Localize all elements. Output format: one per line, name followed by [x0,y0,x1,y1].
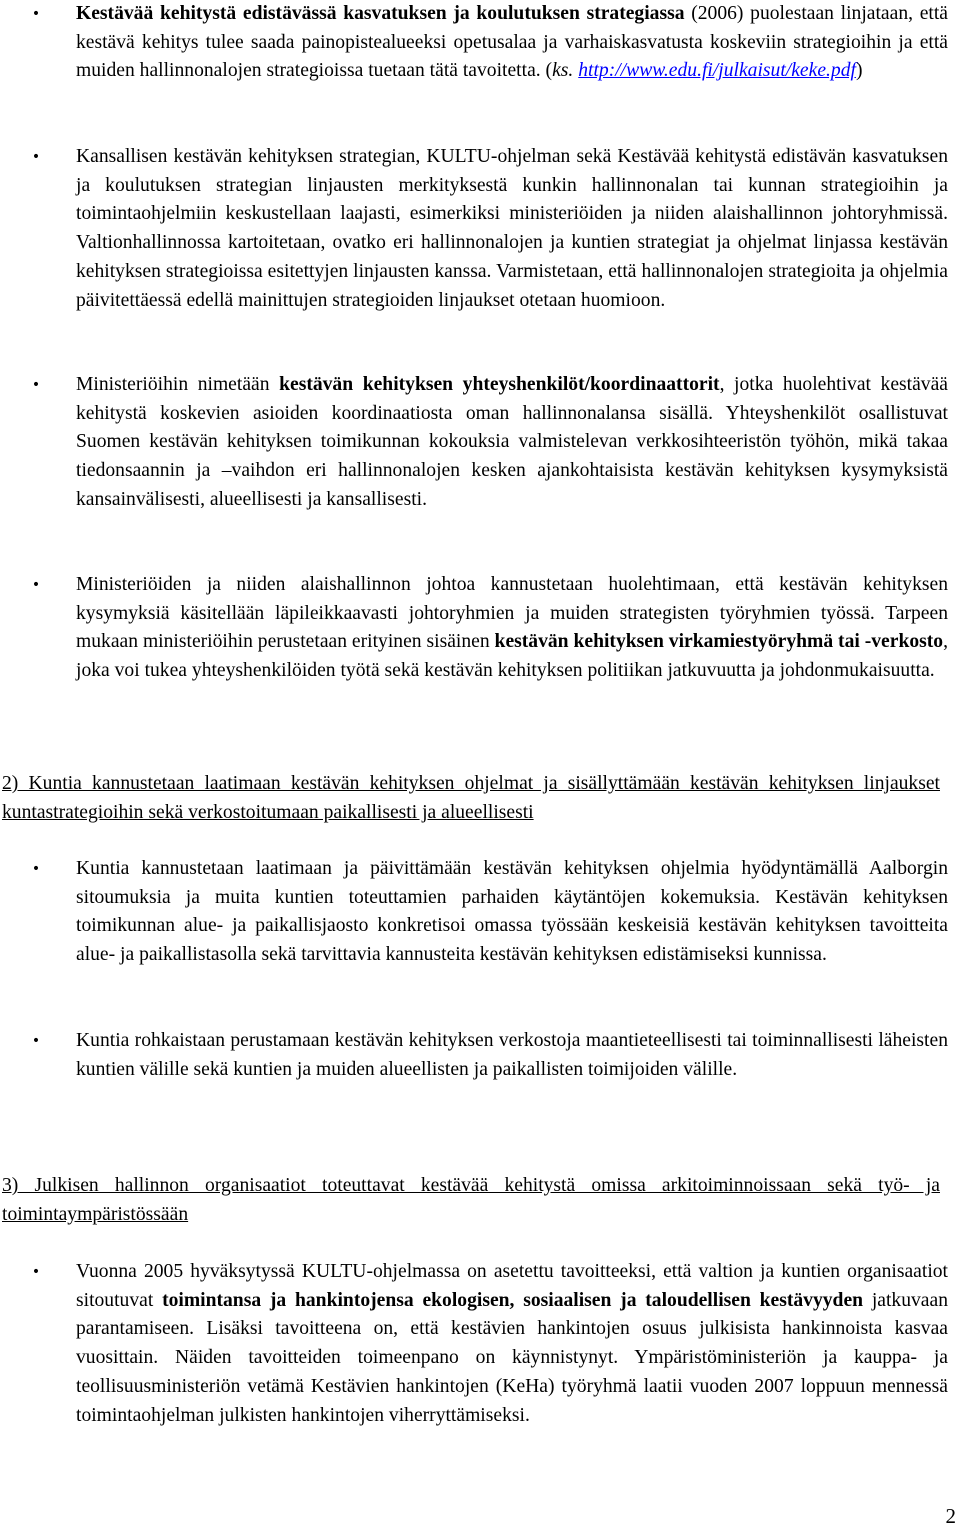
paragraph-text: Ministeriöihin nimetään [76,374,280,395]
bullet-icon: • [31,149,41,165]
paragraph-text: Kuntia rohkaistaan perustamaan kestävän kehityksen verkostoja maantieteellisesti tai toiminnallisesti läheisten kuntien välille sekä kuntien ja muiden alueellisten ja paikallisten toimijoiden välille. [76,1030,948,1080]
bullet-icon: • [31,1264,41,1280]
list-item [31,143,948,315]
bullet-icon: • [31,861,41,877]
bold-text: kestävän kehityksen yhteyshenkilöt/koordinaattorit [279,374,720,395]
bullet-icon: • [31,1033,41,1049]
page-number: 2 [945,1504,956,1528]
bold-text: toimintansa ja hankintojensa ekologisen, sosiaalisen ja taloudellisen kestävyyden [162,1289,864,1311]
paragraph-text: Kansallisen kestävän kehityksen strategian, KULTU-ohjelman sekä Kestävää kehitystä edistävän kasvatuksen ja koulutuksen strategian linjausten merkityksestä kunkin hallinnonalan tai kunnan strategioihin ja toimintaohjelmiin keskustellaan laajasti, esimerkiksi ministeriöiden ja niiden alaishallinnon johtoryhmissä. Valtionhallinnossa kartoitetaan, ovatko eri hallinnonalojen ja kuntien strategiat ja ohjelmat linjassa kestävän kehityksen strategioissa esitettyjen linjausten kanssa. Varmistetaan, että hallinnonalojen strategioita ja ohjelmia päivitettäessä edellä mainittujen strategioiden linjaukset otetaan huomioon. [76,146,948,311]
list-item [31,371,948,515]
list-item [31,0,948,86]
url-link[interactable]: http://www.edu.fi/julkaisut/keke.pdf [578,60,856,82]
list-item [31,1027,948,1084]
list-item [31,571,949,686]
paragraph-text: Vuonna 2005 hyväksytyssä KULTU-ohjelmassa on asetettu tavoitteeksi, että valtion ja kuntien organisaatiot sitoutuvat [76,1261,948,1311]
bullet-icon: • [31,577,41,593]
italic-text: ks. [552,60,574,82]
list-item [31,855,948,970]
bold-text: Kestävää kehitystä edistävässä kasvatuksen ja koulutuksen strategiassa [76,3,685,24]
bold-text: kestävän kehityksen virkamiestyöryhmä tai -verkosto [494,631,944,653]
bullet-icon: • [31,6,41,22]
list-item [31,1258,948,1430]
paragraph-text: , jotka huolehtivat kestävää kehitystä koskevien asioiden koordinaatiosta oman hallinnonalansa sisällä. Yhteyshenkilöt osallistuvat Suomen kestävän kehityksen toimikunnan kokouksia valmistelevan verkkosihteeristön työhön, mikä takaa tiedonsaannin ja –vaihdon eri hallinnonalojen kesken ajankohtaisista kestävän kehityksen kysymyksistä kansainvälisesti, alueellisesti ja kansallisesti. [76,374,948,510]
paragraph-text: Ministeriöiden ja niiden alaishallinnon johtoa kannustetaan huolehtimaan, että kestävän kehityksen kysymyksiä käsitellään läpileikkaavasti johtoryhmien ja muiden strategisten työryhmien työssä. Tarpeen mukaan ministeriöihin perustetaan erityinen sisäinen [76,574,948,653]
paragraph-text: Kuntia kannustetaan laatimaan ja päivittämään kestävän kehityksen ohjelmia hyödyntämällä Aalborgin sitoumuksia ja muita kuntien toteuttamien parhaiden käytäntöjen kokemuksia. Kestävän kehityksen toimikunnan alue- ja paikallisjaosto konkretisoi omassa työssään keskeisiä kestävän kehityksen tavoitteita alue- ja paikallistasolla sekä tarvittavia kannusteita kestävän kehityksen edistämiseksi kunnissa. [76,858,948,966]
paragraph-text: , joka voi tukea yhteyshenkilöiden työtä sekä kestävän kehityksen politiikan jatkuvuutta ja johdonmukaisuutta. [76,631,949,682]
paragraph-text: (2006) puolestaan linjataan, että kestävä kehitys tulee saada painopistealueeksi opetusalaa ja varhaiskasvatusta koskeviin strategioihin ja että muiden hallinnonalojen strategioissa tuetaan tätä tavoitetta. ( [76,3,948,82]
paragraph-text: ) [855,60,863,82]
section-heading: 2) Kuntia kannustetaan laatimaan kestävän kehityksen ohjelmat ja sisällyttämään kestävän kehityksen linjaukset kuntastrategioihin sekä verkostoitumaan paikallisesti ja alueellisesti [2,773,940,823]
section-heading: 3) Julkisen hallinnon organisaatiot toteuttavat kestävää kehitystä omissa arkitoiminnoissaan sekä työ- ja toimintaympäristössään [2,1175,940,1225]
bullet-icon: • [31,377,41,393]
paragraph-text: jatkuvaan parantamiseen. Lisäksi tavoitteena on, että kestävien hankintojen osuus julkisista hankinnoista kasvaa vuosittain. Näiden tavoitteiden toimeenpano on käynnistynyt. Ympäristöministeriön ja kauppa- ja teollisuusministeriön vetämä Kestävien hankintojen (KeHa) työryhmä laatii vuoden 2007 loppuun mennessä toimintaohjelman julkisten hankintojen viherryttämiseksi. [76,1289,948,1426]
